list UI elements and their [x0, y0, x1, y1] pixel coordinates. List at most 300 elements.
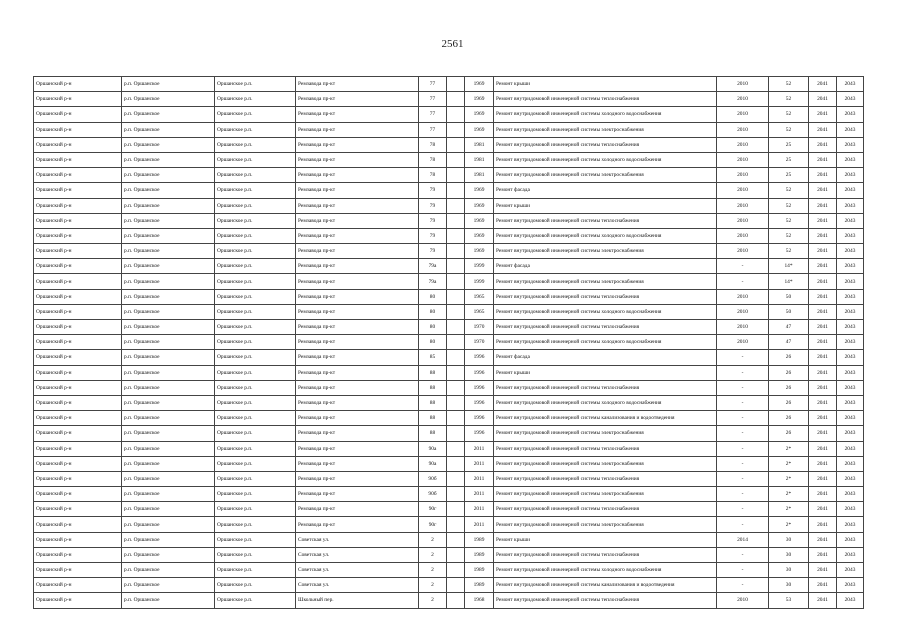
- repair-type-cell: Ремонт внутридомовой инженерной системы холодного водоснабжения: [494, 152, 717, 167]
- settlement-cell: р.п. Оршанское: [122, 335, 215, 350]
- plan-end-cell: 2043: [837, 593, 864, 608]
- street-cell: Ремзавода пр-кт: [296, 471, 419, 486]
- building-cell: [447, 320, 465, 335]
- building-cell: [447, 395, 465, 410]
- street-cell: Ремзавода пр-кт: [296, 441, 419, 456]
- street-cell: Ремзавода пр-кт: [296, 456, 419, 471]
- municipality-cell: Оршанское р.п.: [215, 395, 296, 410]
- plan-end-cell: 2043: [837, 304, 864, 319]
- house-number-cell: 2: [419, 578, 447, 593]
- plan-end-cell: 2043: [837, 152, 864, 167]
- plan-start-cell: 2041: [809, 228, 837, 243]
- district-cell: Оршанский р-н: [34, 441, 122, 456]
- municipality-cell: Оршанское р.п.: [215, 320, 296, 335]
- year-built-cell: 2011: [465, 502, 494, 517]
- wear-cell: 52: [769, 107, 809, 122]
- plan-start-cell: 2041: [809, 471, 837, 486]
- table-row: [34, 320, 864, 335]
- wear-cell: 25: [769, 152, 809, 167]
- last-repair-year-cell: 2010: [717, 304, 769, 319]
- year-built-cell: 1981: [465, 137, 494, 152]
- settlement-cell: р.п. Оршанское: [122, 92, 215, 107]
- street-cell: Ремзавода пр-кт: [296, 320, 419, 335]
- wear-cell: 26: [769, 426, 809, 441]
- municipality-cell: Оршанское р.п.: [215, 137, 296, 152]
- district-cell: Оршанский р-н: [34, 335, 122, 350]
- municipality-cell: Оршанское р.п.: [215, 122, 296, 137]
- district-cell: Оршанский р-н: [34, 380, 122, 395]
- plan-start-cell: 2041: [809, 107, 837, 122]
- house-number-cell: 85: [419, 350, 447, 365]
- wear-cell: 30: [769, 532, 809, 547]
- plan-end-cell: 2043: [837, 365, 864, 380]
- plan-start-cell: 2041: [809, 122, 837, 137]
- district-cell: Оршанский р-н: [34, 152, 122, 167]
- settlement-cell: р.п. Оршанское: [122, 593, 215, 608]
- district-cell: Оршанский р-н: [34, 137, 122, 152]
- table-row: [34, 426, 864, 441]
- street-cell: Ремзавода пр-кт: [296, 107, 419, 122]
- settlement-cell: р.п. Оршанское: [122, 456, 215, 471]
- settlement-cell: р.п. Оршанское: [122, 198, 215, 213]
- last-repair-year-cell: 2010: [717, 183, 769, 198]
- plan-start-cell: 2041: [809, 183, 837, 198]
- street-cell: Ремзавода пр-кт: [296, 304, 419, 319]
- municipality-cell: Оршанское р.п.: [215, 471, 296, 486]
- year-built-cell: 1996: [465, 395, 494, 410]
- plan-end-cell: 2043: [837, 578, 864, 593]
- district-cell: Оршанский р-н: [34, 107, 122, 122]
- house-number-cell: 79: [419, 183, 447, 198]
- plan-start-cell: 2041: [809, 441, 837, 456]
- repair-type-cell: Ремонт внутридомовой инженерной системы теплоснабжения: [494, 380, 717, 395]
- repair-type-cell: Ремонт внутридомовой инженерной системы электроснабжения: [494, 274, 717, 289]
- settlement-cell: р.п. Оршанское: [122, 365, 215, 380]
- street-cell: Ремзавода пр-кт: [296, 350, 419, 365]
- wear-cell: 52: [769, 183, 809, 198]
- last-repair-year-cell: -: [717, 441, 769, 456]
- house-number-cell: 79: [419, 198, 447, 213]
- building-cell: [447, 244, 465, 259]
- house-number-cell: 2: [419, 532, 447, 547]
- street-cell: Ремзавода пр-кт: [296, 183, 419, 198]
- year-built-cell: 2011: [465, 517, 494, 532]
- plan-end-cell: 2043: [837, 77, 864, 92]
- district-cell: Оршанский р-н: [34, 502, 122, 517]
- building-cell: [447, 168, 465, 183]
- district-cell: Оршанский р-н: [34, 244, 122, 259]
- wear-cell: 25: [769, 137, 809, 152]
- plan-start-cell: 2041: [809, 380, 837, 395]
- repair-type-cell: Ремонт внутридомовой инженерной системы теплоснабжения: [494, 213, 717, 228]
- settlement-cell: р.п. Оршанское: [122, 274, 215, 289]
- repair-type-cell: Ремонт внутридомовой инженерной системы холодного водоснабжения: [494, 395, 717, 410]
- street-cell: Ремзавода пр-кт: [296, 198, 419, 213]
- street-cell: Ремзавода пр-кт: [296, 517, 419, 532]
- settlement-cell: р.п. Оршанское: [122, 107, 215, 122]
- plan-end-cell: 2043: [837, 259, 864, 274]
- settlement-cell: р.п. Оршанское: [122, 244, 215, 259]
- building-cell: [447, 563, 465, 578]
- municipality-cell: Оршанское р.п.: [215, 335, 296, 350]
- house-number-cell: 80: [419, 304, 447, 319]
- table-row: [34, 350, 864, 365]
- building-cell: [447, 259, 465, 274]
- last-repair-year-cell: 2010: [717, 137, 769, 152]
- table-row: [34, 563, 864, 578]
- street-cell: Ремзавода пр-кт: [296, 487, 419, 502]
- year-built-cell: 1969: [465, 107, 494, 122]
- municipality-cell: Оршанское р.п.: [215, 168, 296, 183]
- wear-cell: 26: [769, 411, 809, 426]
- year-built-cell: 1965: [465, 304, 494, 319]
- year-built-cell: 1969: [465, 228, 494, 243]
- repair-type-cell: Ремонт внутридомовой инженерной системы канализования и водоотведения: [494, 578, 717, 593]
- year-built-cell: 1999: [465, 274, 494, 289]
- plan-end-cell: 2043: [837, 456, 864, 471]
- district-cell: Оршанский р-н: [34, 274, 122, 289]
- house-number-cell: 88: [419, 380, 447, 395]
- house-number-cell: 79: [419, 228, 447, 243]
- plan-end-cell: 2043: [837, 380, 864, 395]
- year-built-cell: 1969: [465, 92, 494, 107]
- house-number-cell: 79а: [419, 259, 447, 274]
- district-cell: Оршанский р-н: [34, 426, 122, 441]
- year-built-cell: 1970: [465, 320, 494, 335]
- municipality-cell: Оршанское р.п.: [215, 487, 296, 502]
- settlement-cell: р.п. Оршанское: [122, 228, 215, 243]
- plan-start-cell: 2041: [809, 547, 837, 562]
- house-number-cell: 90б: [419, 487, 447, 502]
- district-cell: Оршанский р-н: [34, 213, 122, 228]
- house-number-cell: 79: [419, 244, 447, 259]
- district-cell: Оршанский р-н: [34, 92, 122, 107]
- last-repair-year-cell: -: [717, 411, 769, 426]
- building-cell: [447, 77, 465, 92]
- building-cell: [447, 593, 465, 608]
- repair-type-cell: Ремонт внутридомовой инженерной системы холодного водоснабжения: [494, 563, 717, 578]
- table-row: [34, 532, 864, 547]
- building-cell: [447, 107, 465, 122]
- plan-end-cell: 2043: [837, 183, 864, 198]
- repair-type-cell: Ремонт фасада: [494, 259, 717, 274]
- district-cell: Оршанский р-н: [34, 471, 122, 486]
- last-repair-year-cell: -: [717, 547, 769, 562]
- last-repair-year-cell: 2010: [717, 152, 769, 167]
- building-cell: [447, 411, 465, 426]
- house-number-cell: 77: [419, 77, 447, 92]
- wear-cell: 26: [769, 365, 809, 380]
- house-number-cell: 79а: [419, 274, 447, 289]
- house-number-cell: 77: [419, 107, 447, 122]
- municipality-cell: Оршанское р.п.: [215, 426, 296, 441]
- settlement-cell: р.п. Оршанское: [122, 168, 215, 183]
- table-row: [34, 456, 864, 471]
- street-cell: Ремзавода пр-кт: [296, 137, 419, 152]
- wear-cell: 52: [769, 228, 809, 243]
- plan-start-cell: 2041: [809, 244, 837, 259]
- wear-cell: 2*: [769, 517, 809, 532]
- settlement-cell: р.п. Оршанское: [122, 471, 215, 486]
- district-cell: Оршанский р-н: [34, 547, 122, 562]
- year-built-cell: 1969: [465, 183, 494, 198]
- plan-start-cell: 2041: [809, 365, 837, 380]
- building-cell: [447, 365, 465, 380]
- street-cell: Ремзавода пр-кт: [296, 152, 419, 167]
- plan-start-cell: 2041: [809, 213, 837, 228]
- plan-start-cell: 2041: [809, 532, 837, 547]
- house-number-cell: 90г: [419, 517, 447, 532]
- district-cell: Оршанский р-н: [34, 320, 122, 335]
- wear-cell: 2*: [769, 502, 809, 517]
- plan-end-cell: 2043: [837, 426, 864, 441]
- plan-start-cell: 2041: [809, 168, 837, 183]
- district-cell: Оршанский р-н: [34, 122, 122, 137]
- year-built-cell: 1969: [465, 244, 494, 259]
- municipality-cell: Оршанское р.п.: [215, 259, 296, 274]
- last-repair-year-cell: 2010: [717, 213, 769, 228]
- district-cell: Оршанский р-н: [34, 350, 122, 365]
- repair-type-cell: Ремонт внутридомовой инженерной системы электроснабжения: [494, 487, 717, 502]
- wear-cell: 25: [769, 168, 809, 183]
- plan-end-cell: 2043: [837, 411, 864, 426]
- district-cell: Оршанский р-н: [34, 77, 122, 92]
- repair-type-cell: Ремонт внутридомовой инженерной системы электроснабжения: [494, 517, 717, 532]
- plan-start-cell: 2041: [809, 517, 837, 532]
- table-row: [34, 107, 864, 122]
- repair-type-cell: Ремонт фасада: [494, 183, 717, 198]
- plan-end-cell: 2043: [837, 471, 864, 486]
- municipality-cell: Оршанское р.п.: [215, 547, 296, 562]
- year-built-cell: 1989: [465, 532, 494, 547]
- house-number-cell: 79: [419, 213, 447, 228]
- year-built-cell: 1989: [465, 563, 494, 578]
- building-cell: [447, 289, 465, 304]
- last-repair-year-cell: 2010: [717, 92, 769, 107]
- municipality-cell: Оршанское р.п.: [215, 517, 296, 532]
- repair-type-cell: Ремонт внутридомовой инженерной системы электроснабжения: [494, 456, 717, 471]
- street-cell: Ремзавода пр-кт: [296, 92, 419, 107]
- building-cell: [447, 380, 465, 395]
- district-cell: Оршанский р-н: [34, 289, 122, 304]
- plan-start-cell: 2041: [809, 395, 837, 410]
- building-cell: [447, 152, 465, 167]
- settlement-cell: р.п. Оршанское: [122, 441, 215, 456]
- municipality-cell: Оршанское р.п.: [215, 456, 296, 471]
- street-cell: Ремзавода пр-кт: [296, 335, 419, 350]
- last-repair-year-cell: -: [717, 395, 769, 410]
- street-cell: Ремзавода пр-кт: [296, 395, 419, 410]
- table-row: [34, 152, 864, 167]
- house-number-cell: 90а: [419, 456, 447, 471]
- settlement-cell: р.п. Оршанское: [122, 122, 215, 137]
- last-repair-year-cell: 2010: [717, 593, 769, 608]
- settlement-cell: р.п. Оршанское: [122, 350, 215, 365]
- wear-cell: 14*: [769, 274, 809, 289]
- street-cell: Ремзавода пр-кт: [296, 411, 419, 426]
- street-cell: Советская ул.: [296, 547, 419, 562]
- street-cell: Ремзавода пр-кт: [296, 289, 419, 304]
- table-row: [34, 289, 864, 304]
- last-repair-year-cell: 2010: [717, 335, 769, 350]
- last-repair-year-cell: 2010: [717, 228, 769, 243]
- municipality-cell: Оршанское р.п.: [215, 563, 296, 578]
- table-row: [34, 259, 864, 274]
- district-cell: Оршанский р-н: [34, 395, 122, 410]
- settlement-cell: р.п. Оршанское: [122, 152, 215, 167]
- year-built-cell: 2011: [465, 471, 494, 486]
- year-built-cell: 1996: [465, 365, 494, 380]
- table-row: [34, 547, 864, 562]
- municipality-cell: Оршанское р.п.: [215, 365, 296, 380]
- street-cell: Советская ул.: [296, 578, 419, 593]
- plan-end-cell: 2043: [837, 547, 864, 562]
- building-cell: [447, 471, 465, 486]
- building-cell: [447, 350, 465, 365]
- last-repair-year-cell: 2010: [717, 289, 769, 304]
- district-cell: Оршанский р-н: [34, 304, 122, 319]
- wear-cell: 2*: [769, 456, 809, 471]
- table-row: [34, 502, 864, 517]
- municipality-cell: Оршанское р.п.: [215, 107, 296, 122]
- district-cell: Оршанский р-н: [34, 487, 122, 502]
- repair-type-cell: Ремонт внутридомовой инженерной системы холодного водоснабжения: [494, 107, 717, 122]
- settlement-cell: р.п. Оршанское: [122, 487, 215, 502]
- street-cell: Ремзавода пр-кт: [296, 77, 419, 92]
- settlement-cell: р.п. Оршанское: [122, 395, 215, 410]
- municipality-cell: Оршанское р.п.: [215, 502, 296, 517]
- plan-end-cell: 2043: [837, 122, 864, 137]
- street-cell: Ремзавода пр-кт: [296, 244, 419, 259]
- street-cell: Ремзавода пр-кт: [296, 426, 419, 441]
- year-built-cell: 1970: [465, 335, 494, 350]
- municipality-cell: Оршанское р.п.: [215, 350, 296, 365]
- last-repair-year-cell: -: [717, 350, 769, 365]
- year-built-cell: 1968: [465, 593, 494, 608]
- last-repair-year-cell: -: [717, 563, 769, 578]
- repair-type-cell: Ремонт внутридомовой инженерной системы канализования и водоотведения: [494, 411, 717, 426]
- settlement-cell: р.п. Оршанское: [122, 137, 215, 152]
- plan-end-cell: 2043: [837, 274, 864, 289]
- table-row: [34, 487, 864, 502]
- wear-cell: 52: [769, 122, 809, 137]
- table-row: [34, 92, 864, 107]
- last-repair-year-cell: -: [717, 502, 769, 517]
- table-row: [34, 183, 864, 198]
- plan-start-cell: 2041: [809, 578, 837, 593]
- last-repair-year-cell: 2010: [717, 122, 769, 137]
- municipality-cell: Оршанское р.п.: [215, 274, 296, 289]
- wear-cell: 50: [769, 289, 809, 304]
- last-repair-year-cell: -: [717, 259, 769, 274]
- wear-cell: 47: [769, 320, 809, 335]
- repair-type-cell: Ремонт внутридомовой инженерной системы электроснабжения: [494, 426, 717, 441]
- plan-start-cell: 2041: [809, 289, 837, 304]
- plan-end-cell: 2043: [837, 92, 864, 107]
- settlement-cell: р.п. Оршанское: [122, 380, 215, 395]
- year-built-cell: 1996: [465, 380, 494, 395]
- building-cell: [447, 122, 465, 137]
- municipality-cell: Оршанское р.п.: [215, 213, 296, 228]
- plan-end-cell: 2043: [837, 107, 864, 122]
- building-cell: [447, 426, 465, 441]
- last-repair-year-cell: 2010: [717, 320, 769, 335]
- wear-cell: 2*: [769, 471, 809, 486]
- house-number-cell: 2: [419, 593, 447, 608]
- house-number-cell: 80: [419, 320, 447, 335]
- house-number-cell: 2: [419, 563, 447, 578]
- house-number-cell: 90г: [419, 502, 447, 517]
- table-row: [34, 77, 864, 92]
- house-number-cell: 88: [419, 395, 447, 410]
- wear-cell: 30: [769, 578, 809, 593]
- repair-type-cell: Ремонт внутридомовой инженерной системы теплоснабжения: [494, 320, 717, 335]
- repair-type-cell: Ремонт внутридомовой инженерной системы теплоснабжения: [494, 92, 717, 107]
- year-built-cell: 1969: [465, 213, 494, 228]
- plan-start-cell: 2041: [809, 426, 837, 441]
- plan-end-cell: 2043: [837, 563, 864, 578]
- municipality-cell: Оршанское р.п.: [215, 228, 296, 243]
- building-cell: [447, 92, 465, 107]
- settlement-cell: р.п. Оршанское: [122, 547, 215, 562]
- plan-start-cell: 2041: [809, 487, 837, 502]
- table-row: [34, 198, 864, 213]
- house-number-cell: 78: [419, 168, 447, 183]
- last-repair-year-cell: -: [717, 517, 769, 532]
- table-row: [34, 168, 864, 183]
- municipality-cell: Оршанское р.п.: [215, 532, 296, 547]
- district-cell: Оршанский р-н: [34, 183, 122, 198]
- building-cell: [447, 456, 465, 471]
- district-cell: Оршанский р-н: [34, 228, 122, 243]
- settlement-cell: р.п. Оршанское: [122, 259, 215, 274]
- year-built-cell: 1996: [465, 411, 494, 426]
- building-cell: [447, 517, 465, 532]
- plan-end-cell: 2043: [837, 244, 864, 259]
- wear-cell: 14*: [769, 259, 809, 274]
- settlement-cell: р.п. Оршанское: [122, 563, 215, 578]
- last-repair-year-cell: -: [717, 487, 769, 502]
- last-repair-year-cell: -: [717, 578, 769, 593]
- municipality-cell: Оршанское р.п.: [215, 578, 296, 593]
- year-built-cell: 1969: [465, 77, 494, 92]
- building-cell: [447, 213, 465, 228]
- plan-start-cell: 2041: [809, 350, 837, 365]
- last-repair-year-cell: 2010: [717, 244, 769, 259]
- plan-end-cell: 2043: [837, 213, 864, 228]
- house-number-cell: 88: [419, 411, 447, 426]
- repair-type-cell: Ремонт фасада: [494, 350, 717, 365]
- district-cell: Оршанский р-н: [34, 411, 122, 426]
- plan-end-cell: 2043: [837, 502, 864, 517]
- last-repair-year-cell: -: [717, 471, 769, 486]
- municipality-cell: Оршанское р.п.: [215, 593, 296, 608]
- year-built-cell: 1965: [465, 289, 494, 304]
- plan-start-cell: 2041: [809, 593, 837, 608]
- repair-type-cell: Ремонт внутридомовой инженерной системы теплоснабжения: [494, 137, 717, 152]
- plan-start-cell: 2041: [809, 502, 837, 517]
- repair-type-cell: Ремонт крыши: [494, 532, 717, 547]
- table-row: [34, 304, 864, 319]
- street-cell: Ремзавода пр-кт: [296, 502, 419, 517]
- last-repair-year-cell: -: [717, 365, 769, 380]
- street-cell: Ремзавода пр-кт: [296, 274, 419, 289]
- wear-cell: 52: [769, 213, 809, 228]
- building-cell: [447, 137, 465, 152]
- municipality-cell: Оршанское р.п.: [215, 77, 296, 92]
- building-cell: [447, 547, 465, 562]
- last-repair-year-cell: 2010: [717, 168, 769, 183]
